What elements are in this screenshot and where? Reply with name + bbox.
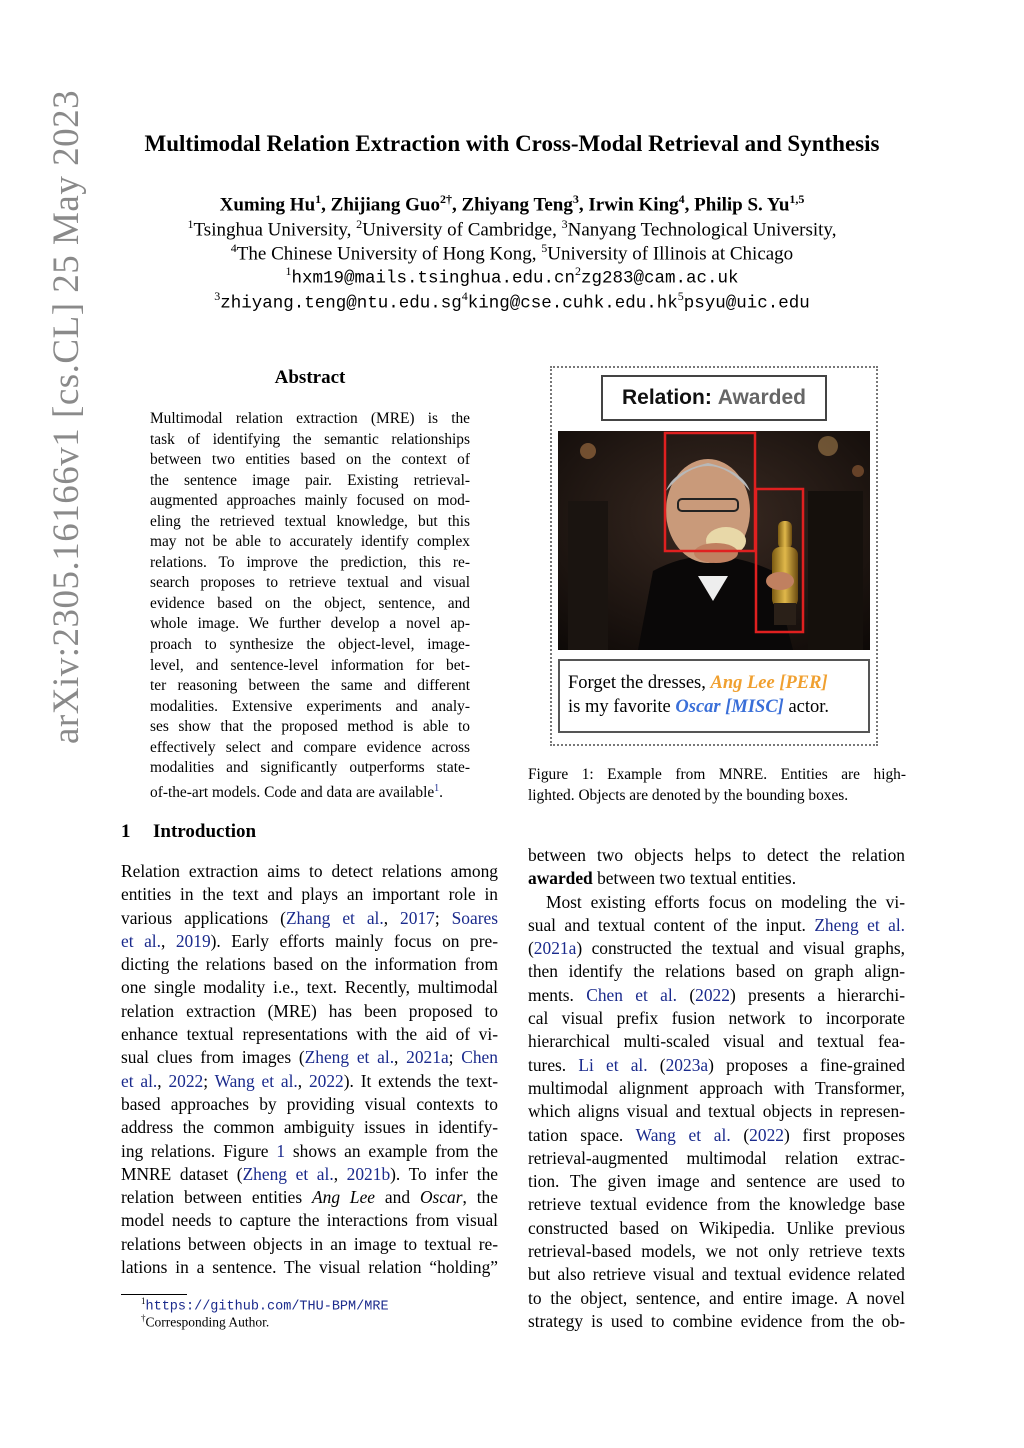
section-heading-introduction	[121, 821, 256, 843]
man-suit	[638, 556, 793, 650]
background-light	[818, 436, 838, 456]
background-light	[580, 443, 596, 459]
emails-line-1	[0, 264, 1024, 288]
affiliation-name: Tsinghua University,	[193, 219, 357, 241]
entity-misc: Oscar [MISC]	[675, 697, 784, 717]
abstract-text: ses show that the proposed method is able to	[150, 718, 470, 736]
body-text-line: model needs to capture the interactions from visual	[121, 1210, 498, 1231]
affiliation-mark: 4	[230, 241, 237, 255]
relation-label: Relation:	[622, 386, 712, 409]
body-text-line: to the object, sentence, and entire image. A novel	[528, 1287, 905, 1308]
abstract-line	[150, 717, 470, 738]
abstract-line	[150, 573, 470, 594]
abstract-text: eling the retrieved textual knowledge, but this	[150, 512, 470, 530]
body-text-line: hierarchical multi-scaled visual and textual fea-	[528, 1031, 905, 1052]
citation-link[interactable]: 2021a	[406, 1047, 449, 1068]
figure-caption	[528, 765, 906, 806]
citation-link[interactable]: 2019	[175, 930, 211, 951]
abstract-line	[150, 656, 470, 677]
entity-mention: Ang Lee	[312, 1187, 376, 1208]
affiliation-name: University of Illinois at Chicago	[547, 243, 794, 265]
citation-link[interactable]: 2021a	[533, 938, 577, 959]
intro-right-column	[528, 844, 905, 1333]
citation-link[interactable]: 1	[276, 1140, 286, 1161]
intro-left-column	[121, 860, 498, 1279]
footnote-reference[interactable]: 1	[434, 782, 440, 794]
arxiv-identifier: arXiv:2305.16166v1 [cs.CL] 25 May 2023	[46, 89, 87, 744]
photo-illustration	[558, 431, 870, 650]
relation-mention: awarded	[528, 868, 593, 889]
body-text-line: then identify the relations based on graph align-	[528, 961, 905, 982]
body-text-line: retrieve textual evidence from the knowledge base	[528, 1194, 905, 1215]
abstract-heading: Abstract	[274, 367, 346, 388]
abstract-line	[150, 676, 470, 697]
body-text-line: sual clues from images (Zheng et al., 2021a; Chen	[121, 1047, 498, 1068]
body-text-line: which aligns visual and textual objects in represen-	[528, 1101, 905, 1122]
body-text-line: tion. The given image and sentence are used to	[528, 1171, 905, 1192]
body-text-line: one single modality i.e., text. Recently, multimodal	[121, 977, 498, 998]
footnote-corresponding	[141, 1313, 269, 1331]
author-name: Irwin King	[588, 194, 679, 216]
affiliations-line-1	[0, 217, 1024, 241]
abstract-line	[150, 635, 470, 656]
body-text-line: retrieval-augmented multimodal relation extrac-	[528, 1147, 905, 1168]
affiliation-mark: 4	[461, 289, 468, 303]
body-text-line: constructed based on Wikipedia. Unlike previous	[528, 1217, 905, 1238]
body-text-line: various applications (Zhang et al., 2017; Soares	[121, 907, 498, 928]
entity-mention: Oscar	[419, 1187, 463, 1208]
body-text-line: relation between entities Ang Lee and Oscar, the	[121, 1187, 498, 1208]
oscar-statue-base	[774, 603, 796, 625]
author-affiliation-mark: 4	[678, 192, 685, 206]
relation-label-box	[601, 375, 827, 421]
affiliation-name: Nanyang Technological University,	[567, 219, 837, 241]
author-list: Xuming Hu$^1$, Zhijiang Guo$^{2\dagger}$, Zhiyang Teng$^3$, Irwin King$^4$, Philip S. Yu$^{1,5}$	[219, 192, 805, 216]
body-text-line: MNRE dataset (Zheng et al., 2021b). To infer the	[121, 1163, 498, 1184]
abstract-text: task of identifying the semantic relationships	[150, 430, 470, 448]
oscar-statue-head	[778, 521, 792, 549]
email-address: king@cse.cuhk.edu.hk	[467, 293, 678, 314]
abstract-body	[150, 409, 470, 799]
body-text-line: Most existing efforts focus on modeling the vi-	[546, 891, 905, 912]
author-name: Zhijiang Guo	[330, 194, 440, 216]
citation-link[interactable]: 2022	[308, 1070, 344, 1091]
citation-link[interactable]: Wang et al.	[214, 1070, 298, 1091]
affiliation-mark: 1	[285, 264, 292, 278]
body-text-line: between two objects helps to detect the relation	[528, 845, 905, 865]
abstract-text: modalities and significantly outperforms state-	[150, 759, 470, 777]
body-text-line: retrieval-based models, we not only retrieve texts	[528, 1241, 905, 1262]
abstract-text: level, and sentence-level information for bet-	[150, 656, 470, 674]
relation-value: Awarded	[717, 386, 806, 409]
sentence-prefix: Forget the dresses,	[568, 673, 711, 693]
body-text-line: ments. Chen et al. (2022) presents a hierarchi-	[528, 984, 905, 1005]
body-text-line: strategy is used to combine evidence from the ob-	[528, 1310, 905, 1331]
abstract-text: of-the-art models. Code and data are available	[150, 783, 435, 801]
abstract-text: Multimodal relation extraction (MRE) is the	[150, 410, 470, 427]
citation-link[interactable]: 2023a	[665, 1054, 709, 1075]
figure-sentence-box	[558, 659, 870, 733]
citation-link[interactable]: Wang et al.	[635, 1124, 731, 1145]
citation-link[interactable]: Zheng et al.	[242, 1163, 334, 1184]
citation-link[interactable]: 2021b	[346, 1163, 391, 1184]
author-affiliation-mark: 3	[572, 192, 579, 206]
code-repository-link[interactable]: https://github.com/THU-BPM/MRE	[145, 1299, 389, 1315]
abstract-line	[150, 697, 470, 718]
abstract-text: effectively select and compare evidence across	[150, 738, 470, 756]
affiliation-mark: 2	[356, 217, 363, 231]
figure-photo	[558, 431, 870, 650]
body-text-line: but also retrieve visual and textual evidence related	[528, 1264, 905, 1285]
paper-title: Multimodal Relation Extraction with Cross-Modal Retrieval and Synthesis	[144, 131, 880, 156]
body-text-line: tation space. Wang et al. (2022) first proposes	[528, 1124, 905, 1145]
background-person	[808, 491, 863, 650]
abstract-line	[150, 471, 470, 492]
body-text-line: sual and textual content of the input. Zheng et al.	[528, 914, 905, 935]
body-text-line: address the common ambiguity issues in identify-	[121, 1117, 498, 1138]
abstract-line	[150, 450, 470, 471]
abstract-text: whole image. We further develop a novel ap-	[150, 615, 470, 633]
affiliation-mark: 5	[677, 289, 684, 303]
author-affiliation-mark: 2†	[439, 192, 452, 206]
section-title: Introduction	[153, 821, 257, 842]
author-name: Philip S. Yu	[694, 194, 790, 216]
author-name: Xuming Hu	[219, 194, 316, 216]
entity-person: Ang Lee [PER]	[710, 673, 828, 693]
abstract-line	[150, 512, 470, 533]
footnote-code-link	[141, 1296, 389, 1315]
affiliation-mark: 5	[541, 241, 548, 255]
abstract-line	[150, 409, 470, 430]
body-text-line: cal visual prefix fusion network to incorporate	[528, 1008, 905, 1029]
abstract-text: between two entities based on the context of	[150, 451, 470, 469]
abstract-line	[150, 532, 470, 553]
body-text-line: relations between objects in an image to textual re-	[121, 1233, 498, 1254]
email-address: zhiyang.teng@ntu.edu.sg	[220, 293, 462, 314]
body-text-line: multimodal alignment approach with Transformer,	[528, 1077, 905, 1098]
emails-line-2	[0, 289, 1024, 313]
body-text-line: tures. Li et al. (2023a) proposes a fine-grained	[528, 1054, 905, 1075]
body-text-line: (2021a) constructed the textual and visual graphs,	[528, 938, 905, 959]
citation-link[interactable]: 2017	[400, 907, 435, 928]
author-affiliation-mark: 1	[315, 192, 322, 206]
citation-link[interactable]: 2022	[749, 1124, 784, 1145]
abstract-text: relations. To improve the prediction, this re-	[150, 553, 470, 571]
citation-link[interactable]: Zheng et al.	[814, 914, 905, 935]
body-text-line: lations in a sentence. The visual relation “holding”	[121, 1257, 498, 1278]
footnote-text: Corresponding Author.	[145, 1314, 270, 1330]
body-text-line: entities in the text and plays an important role in	[121, 884, 498, 905]
affiliations-line-2	[0, 241, 1024, 265]
man-hand-holding	[766, 572, 794, 590]
sentence-suffix: actor.	[783, 697, 830, 717]
abstract-text: augmented approaches mainly focused on mod-	[150, 492, 470, 510]
body-text-line: awarded between two textual entities.	[528, 868, 797, 889]
body-text-line: enhance textual representations with the aid of vi-	[121, 1024, 498, 1045]
body-text-line: et al., 2022; Wang et al., 2022). It extends the text-	[121, 1070, 498, 1091]
citation-link[interactable]: 2022	[168, 1070, 204, 1091]
abstract-line	[150, 594, 470, 615]
author-affiliation-mark: 1,5	[789, 192, 805, 206]
sentence-middle: is my favorite	[568, 697, 676, 717]
caption-line: lighted. Objects are denoted by the bounding boxes.	[528, 786, 849, 804]
citation-link[interactable]: Zheng et al.	[304, 1047, 395, 1068]
citation-link[interactable]: et al.	[121, 930, 161, 951]
affiliation-mark: 3	[561, 217, 568, 231]
email-address: psyu@uic.edu	[683, 293, 810, 314]
abstract-line: of-the-art models. Code and data are available$^1$.	[150, 782, 444, 801]
body-text-line: based approaches by providing visual contexts to	[121, 1093, 498, 1114]
citation-link[interactable]: Chen	[461, 1047, 498, 1068]
abstract-line	[150, 491, 470, 512]
affiliation-name: University of Cambridge,	[362, 219, 562, 241]
background-light	[852, 465, 864, 477]
citation-link[interactable]: 2022	[695, 984, 730, 1005]
affiliation-mark: 1	[187, 217, 194, 231]
email-address: zg283@cam.ac.uk	[581, 268, 739, 289]
citation-link[interactable]: Zhang et al.	[285, 907, 384, 928]
abstract-line	[150, 430, 470, 451]
affiliation-mark: 2	[575, 264, 581, 278]
citation-link[interactable]: Chen et al.	[586, 984, 678, 1005]
citation-link[interactable]: et al.	[121, 1070, 158, 1091]
citation-link[interactable]: Soares	[451, 907, 498, 928]
abstract-text: search proposes to retrieve textual and visual	[150, 574, 470, 592]
abstract-text: proach to synthesize the object-level, image-	[150, 636, 470, 654]
abstract-text: evidence based on the object, sentence, and	[150, 594, 470, 612]
body-text-line: relation extraction (MRE) has been proposed to	[121, 1000, 498, 1021]
man-hand	[694, 543, 738, 563]
author-name: Zhiyang Teng	[461, 194, 573, 216]
footnote-rule	[121, 1294, 187, 1295]
abstract-line	[150, 614, 470, 635]
body-text-line: ing relations. Figure 1 shows an example from the	[121, 1140, 498, 1161]
abstract-text: may not be able to accurately identify complex	[150, 533, 470, 551]
email-address: hxm19@mails.tsinghua.edu.cn	[291, 268, 575, 289]
abstract-text: ter reasoning between the same and different	[150, 677, 470, 695]
background-person	[568, 501, 608, 650]
section-number: 1	[121, 821, 131, 842]
caption-line: Figure 1: Example from MNRE. Entities are high-	[528, 766, 906, 783]
body-text-line: et al., 2019). Early efforts mainly focus on pre-	[121, 930, 498, 951]
abstract-line	[150, 553, 470, 574]
abstract-line	[150, 738, 470, 759]
body-text-line: dicting the relations based on the information from	[121, 954, 498, 975]
footnote-mark: †	[141, 1313, 146, 1323]
footnote-mark: 1	[141, 1296, 146, 1306]
citation-link[interactable]: Li et al.	[578, 1054, 648, 1075]
affiliation-name: The Chinese University of Hong Kong,	[236, 243, 542, 265]
body-text-line: Relation extraction aims to detect relations among	[121, 861, 498, 881]
abstract-text: modalities. Extensive experiments and analy-	[150, 697, 470, 715]
abstract-text: the sentence image pair. Existing retrieval-	[150, 471, 470, 489]
affiliation-mark: 3	[214, 289, 221, 303]
abstract-line	[150, 758, 470, 779]
